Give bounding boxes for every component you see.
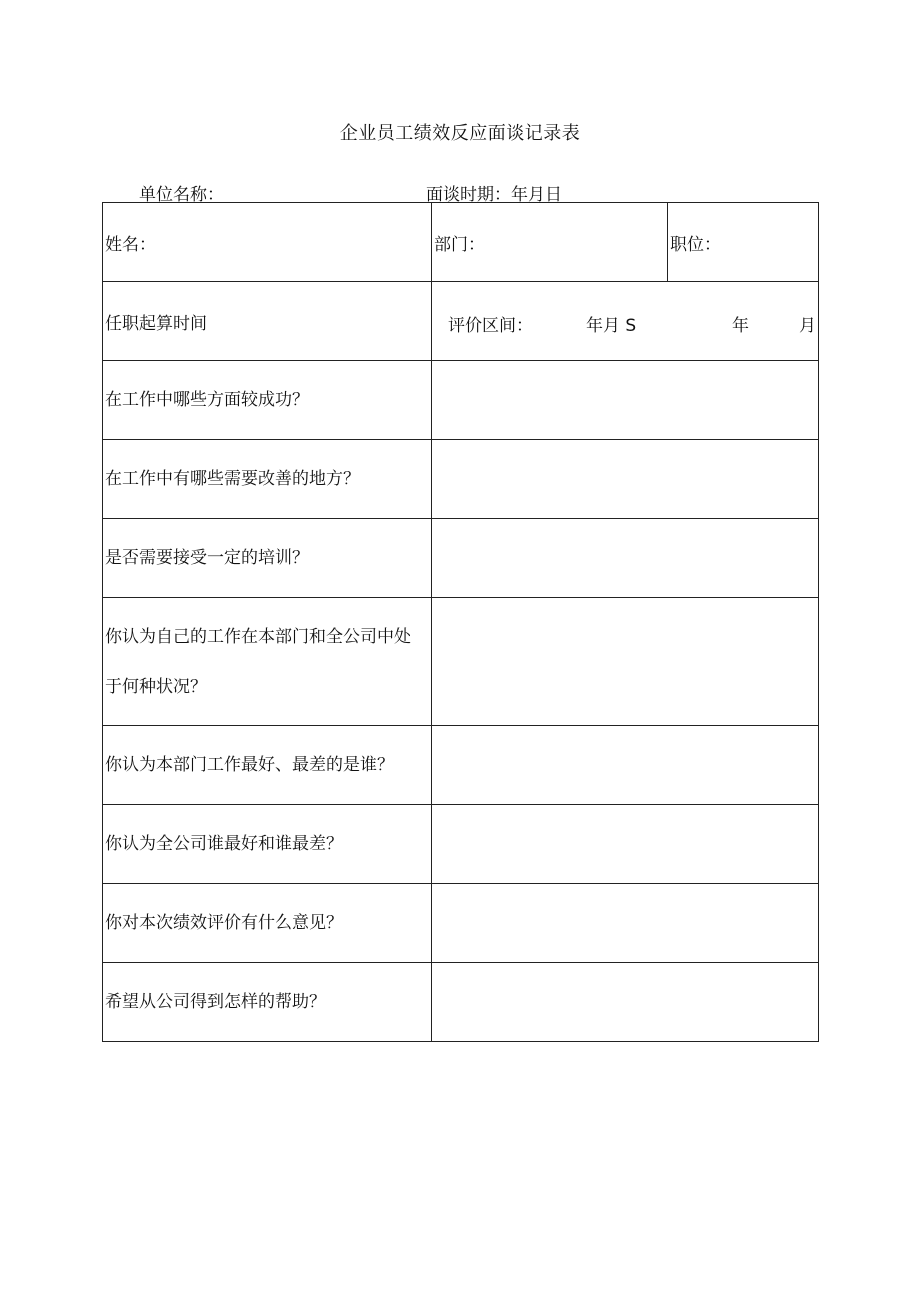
question-row [103,440,819,519]
question-label: 在工作中哪些方面较成功？ [105,390,309,410]
name-field[interactable] [103,203,432,282]
tenure-label: 任职起算时间 [105,313,207,334]
question-label: 你认为自己的工作在本部门和全公司中处于何种状况？ [105,626,411,697]
unit-name-label: 单位名称： [139,185,224,205]
period-to-year: 年 [732,316,749,336]
evaluation-period-label: 评价区间： [448,316,533,336]
answer-field[interactable] [432,598,819,726]
name-label: 姓名： [105,234,156,255]
question-row [103,805,819,884]
position-label: 职位： [670,234,721,255]
answer-field[interactable] [432,963,819,1042]
answer-field[interactable] [432,726,819,805]
evaluation-period-field[interactable] [432,282,819,361]
tenure-row [103,282,819,361]
question-row [103,726,819,805]
period-to-month: 月 [799,316,816,336]
question-label: 你认为本部门工作最好、最差的是谁？ [105,755,394,775]
employee-info-row [103,203,819,282]
question-row [103,598,819,726]
department-label: 部门： [434,234,485,255]
question-row [103,884,819,963]
question-row [103,361,819,440]
answer-field[interactable] [432,884,819,963]
question-label: 你对本次绩效评价有什么意见？ [105,913,343,933]
answer-field[interactable] [432,440,819,519]
answer-field[interactable] [432,361,819,440]
form-title: 企业员工绩效反应面谈记录表 [339,123,581,144]
answer-field[interactable] [432,519,819,598]
question-label: 希望从公司得到怎样的帮助？ [105,992,326,1012]
question-row [103,963,819,1042]
tenure-field[interactable] [103,282,432,361]
question-label: 你认为全公司谁最好和谁最差？ [105,834,343,854]
period-from: 年月 S [586,316,637,336]
question-row [103,519,819,598]
interview-date-label: 面谈时期：年月日 [426,185,562,205]
question-label: 是否需要接受一定的培训？ [105,548,309,568]
question-label: 在工作中有哪些需要改善的地方？ [105,469,360,489]
position-field[interactable] [668,203,819,282]
interview-record-table [102,202,819,1042]
department-field[interactable] [432,203,668,282]
answer-field[interactable] [432,805,819,884]
